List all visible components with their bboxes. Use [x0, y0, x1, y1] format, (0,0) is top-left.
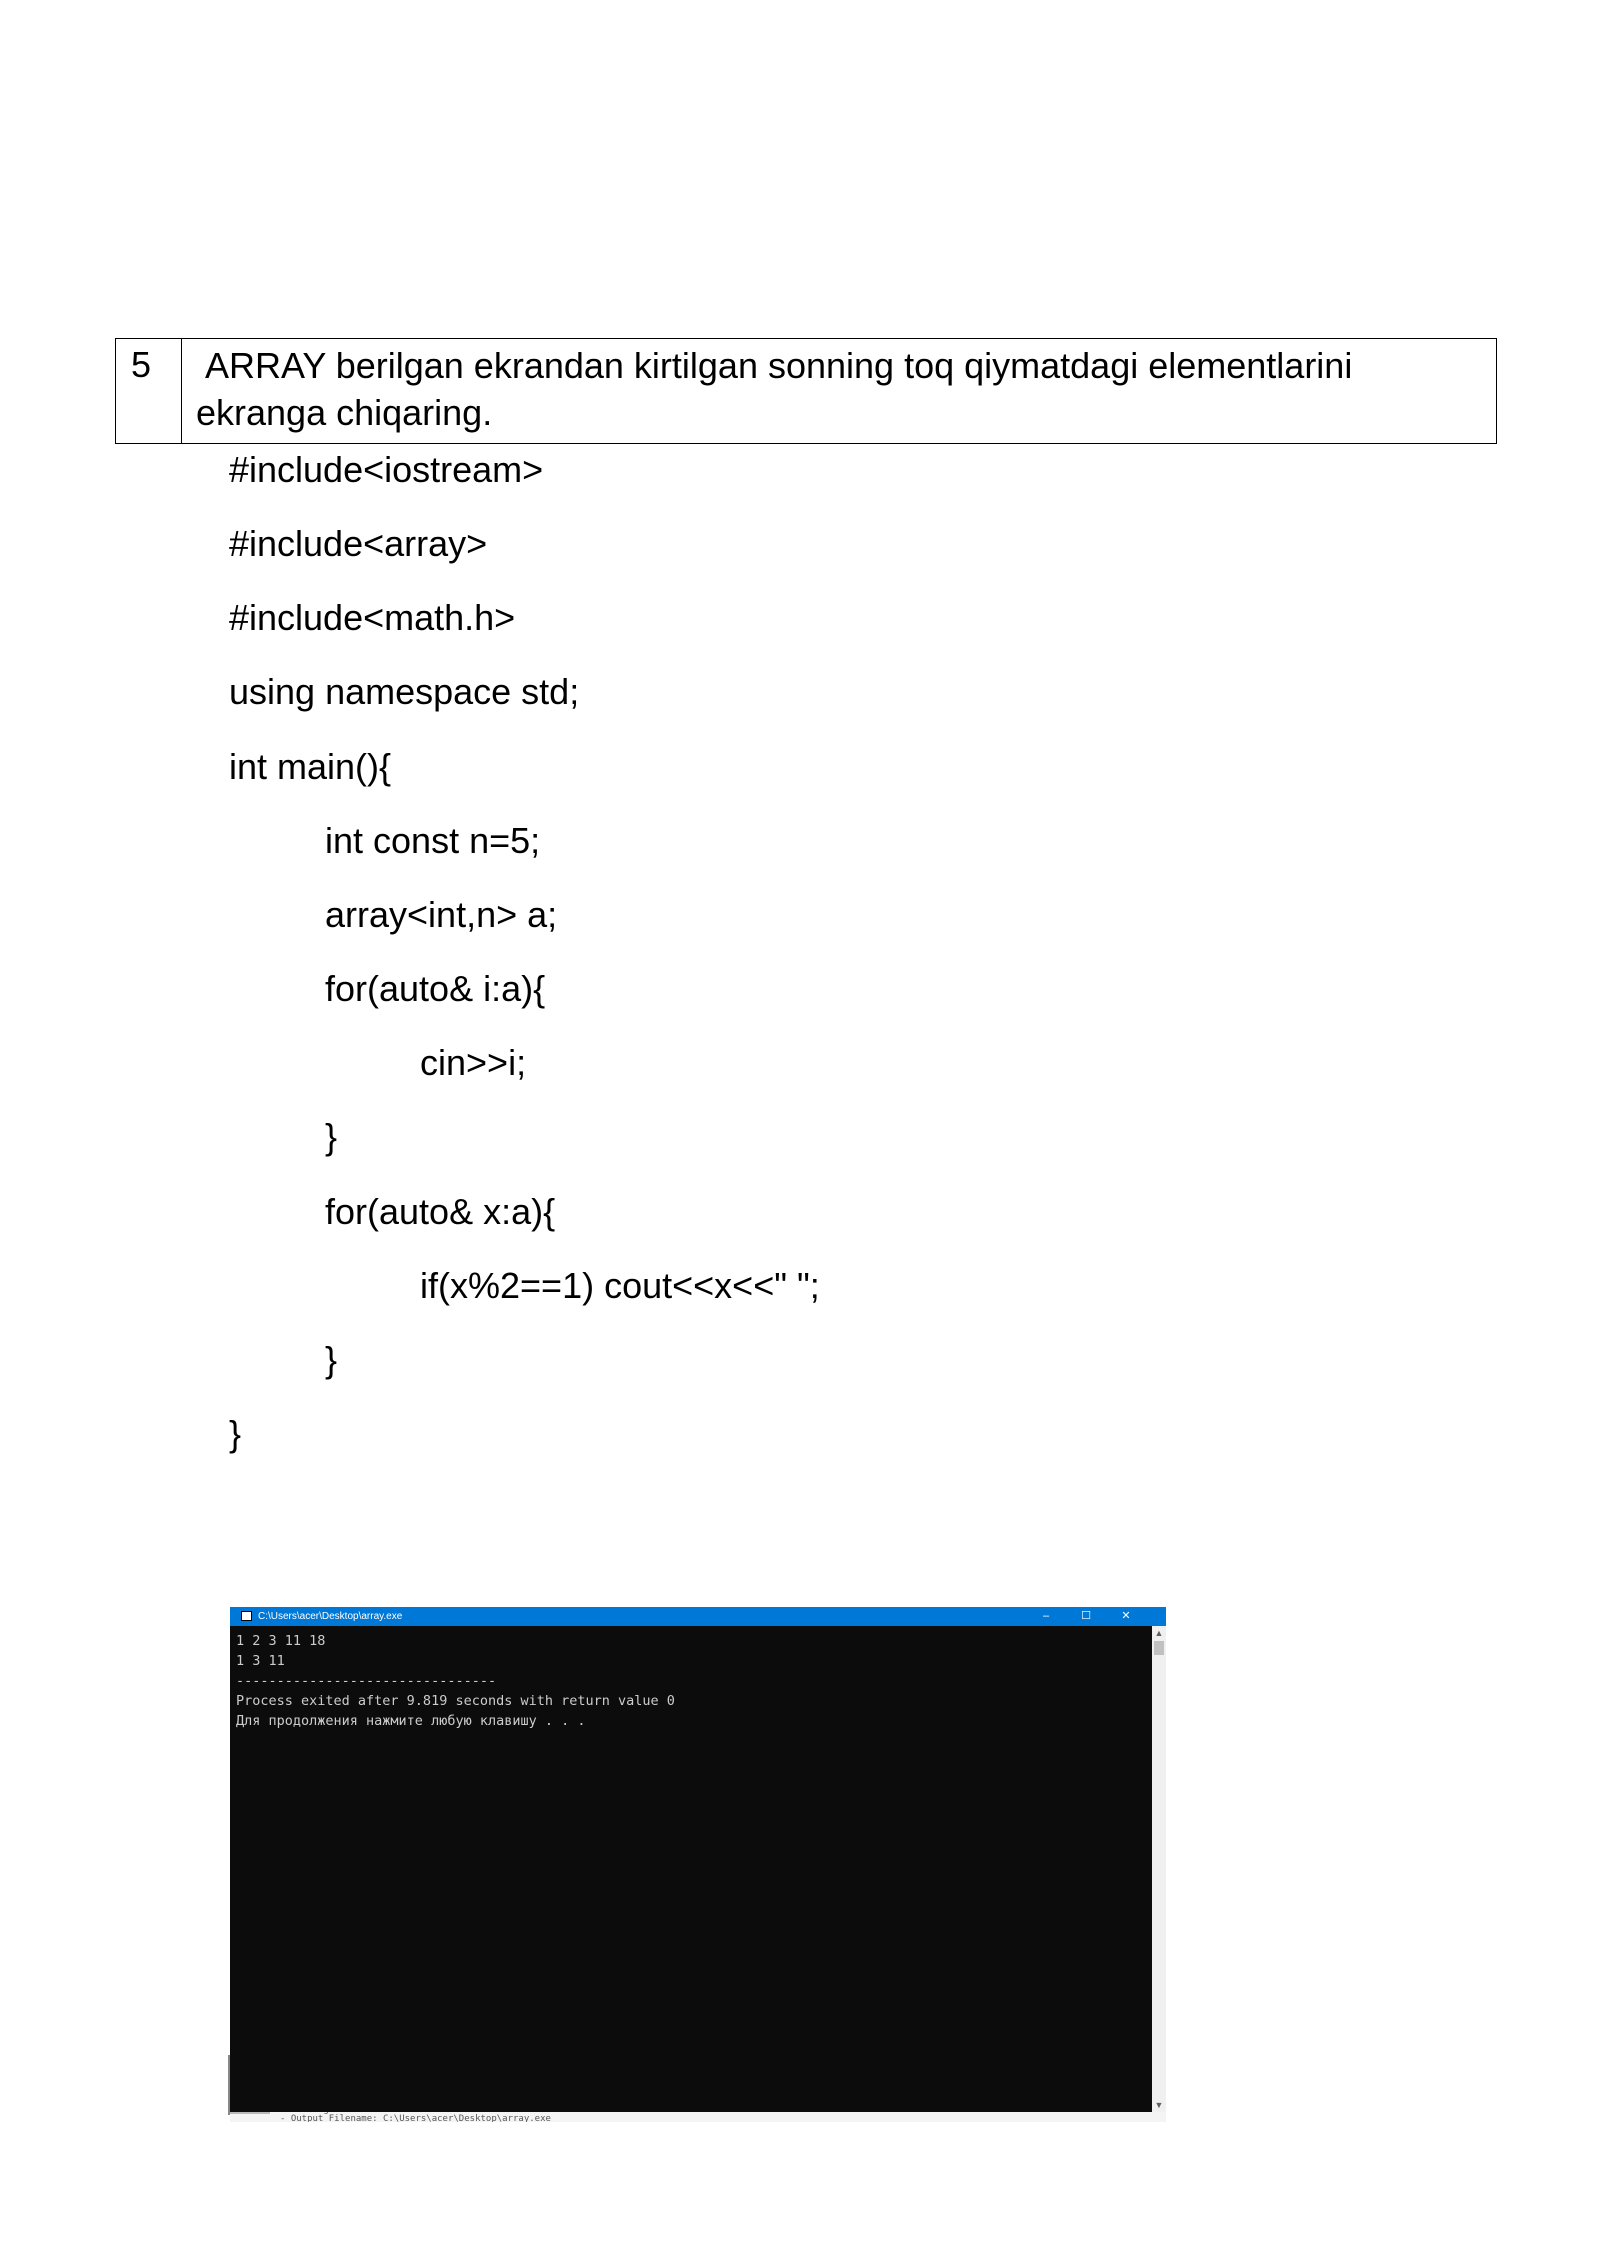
scroll-thumb[interactable]: [1154, 1641, 1164, 1655]
minimize-icon[interactable]: –: [1042, 1610, 1050, 1622]
console-output-line: 1 2 3 11 18: [236, 1633, 326, 1649]
code-line: }: [325, 1116, 338, 1157]
console-output: [236, 1631, 1136, 1731]
code-line: array<int,n> a;: [325, 894, 558, 935]
code-line: #include<iostream>: [229, 449, 544, 490]
code-line: for(auto& i:a){: [325, 968, 546, 1009]
task-table: [115, 338, 1497, 444]
background-log-line: - Output Filename: C:\Users\acer\Desktop\array.exe: [280, 2114, 551, 2122]
code-line: cin>>i;: [420, 1042, 527, 1083]
code-line: }: [229, 1413, 242, 1454]
console-scrollbar[interactable]: [1152, 1626, 1166, 2112]
code-line: using namespace std;: [229, 671, 580, 712]
task-number: 5: [116, 339, 182, 443]
task-text-line-2: ekranga chiqaring.: [196, 392, 493, 433]
code-line: }: [325, 1339, 338, 1380]
console-titlebar[interactable]: [230, 1607, 1166, 1626]
task-text-line-1: ARRAY berilgan ekrandan kirtilgan sonning toq qiymatdagi elementlarini: [205, 345, 1353, 386]
console-title: C:\Users\acer\Desktop\array.exe: [258, 1611, 403, 1622]
close-icon[interactable]: ✕: [1121, 1610, 1131, 1622]
scroll-up-icon[interactable]: ▲: [1154, 1628, 1164, 1638]
code-line: if(x%2==1) cout<<x<<" ";: [420, 1265, 820, 1306]
code-line: #include<math.h>: [229, 597, 516, 638]
code-line: int const n=5;: [325, 820, 541, 861]
console-app-icon: [241, 1611, 252, 1621]
scroll-down-icon[interactable]: ▼: [1154, 2100, 1164, 2110]
code-line: for(auto& x:a){: [325, 1191, 556, 1232]
console-output-line: Для продолжения нажмите любую клавишу . . .: [236, 1713, 586, 1729]
console-output-line: Process exited after 9.819 seconds with return value 0: [236, 1693, 675, 1709]
console-output-line: --------------------------------: [236, 1673, 497, 1689]
maximize-icon[interactable]: ☐: [1081, 1610, 1091, 1622]
console-window[interactable]: [230, 1607, 1166, 2112]
console-output-line: 1 3 11: [236, 1653, 285, 1669]
code-line: int main(){: [229, 746, 392, 787]
code-line: #include<array>: [229, 523, 488, 564]
task-description: [182, 339, 1496, 443]
